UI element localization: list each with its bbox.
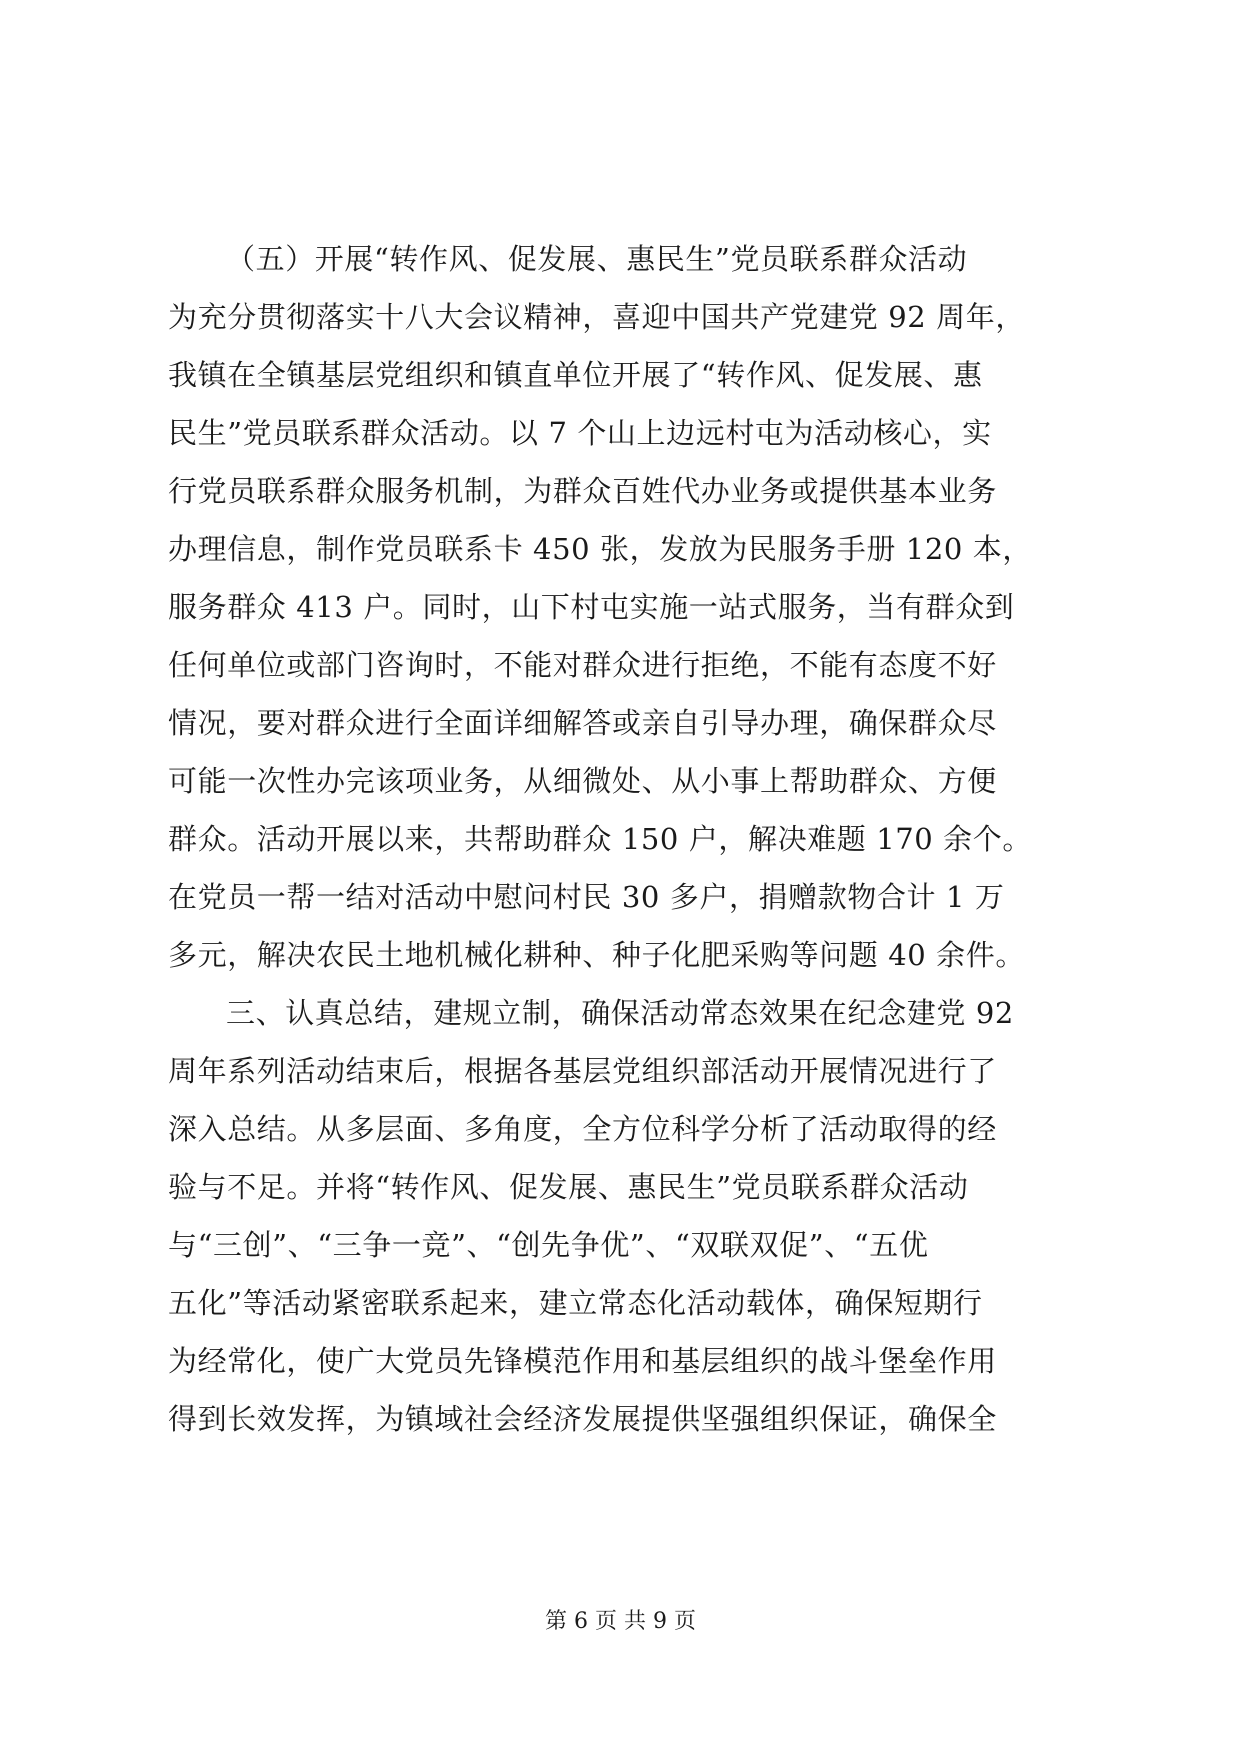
text-line: 三、认真总结，建规立制，确保活动常态效果在纪念建党 92 <box>226 996 1014 1030</box>
text-line: 任何单位或部门咨询时，不能对群众进行拒绝，不能有态度不好 <box>168 648 997 682</box>
page-number: 第 6 页 共 9 页 <box>545 1609 696 1634</box>
body-text <box>168 230 1078 1448</box>
text-line: 可能一次性办完该项业务，从细微处、从小事上帮助群众、方便 <box>168 764 997 798</box>
text-line: 办理信息，制作党员联系卡 450 张，发放为民服务手册 120 本， <box>168 532 1032 566</box>
text-line: 行党员联系群众服务机制，为群众百姓代办业务或提供基本业务 <box>168 474 997 508</box>
text-line: 民生”党员联系群众活动。以 7 个山上边远村屯为活动核心，实 <box>168 416 992 450</box>
page-footer <box>0 1604 1241 1635</box>
text-line: 多元，解决农民土地机械化耕种、种子化肥采购等问题 40 余件。 <box>168 938 1025 972</box>
text-line: 验与不足。并将“转作风、促发展、惠民生”党员联系群众活动 <box>168 1170 969 1204</box>
text-line: 五化”等活动紧密联系起来，建立常态化活动载体，确保短期行 <box>168 1286 983 1320</box>
text-line: 情况，要对群众进行全面详细解答或亲自引导办理，确保群众尽 <box>168 706 997 740</box>
text-line: （五）开展“转作风、促发展、惠民生”党员联系群众活动 <box>226 242 968 276</box>
text-line: 我镇在全镇基层党组织和镇直单位开展了“转作风、促发展、惠 <box>168 358 983 392</box>
text-line: 与“三创”、“三争一竞”、“创先争优”、“双联双促”、“五优 <box>168 1228 929 1262</box>
text-line: 为经常化，使广大党员先锋模范作用和基层组织的战斗堡垒作用 <box>168 1344 997 1378</box>
text-line: 深入总结。从多层面、多角度，全方位科学分析了活动取得的经 <box>168 1112 997 1146</box>
text-line: 群众。活动开展以来，共帮助群众 150 户，解决难题 170 余个。 <box>168 822 1032 856</box>
text-line: 服务群众 413 户。同时，山下村屯实施一站式服务，当有群众到 <box>168 590 1015 624</box>
text-line: 周年系列活动结束后，根据各基层党组织部活动开展情况进行了 <box>168 1054 997 1088</box>
text-line: 得到长效发挥，为镇域社会经济发展提供坚强组织保证，确保全 <box>168 1402 997 1436</box>
text-line: 为充分贯彻落实十八大会议精神，喜迎中国共产党建党 92 周年， <box>168 300 1025 334</box>
text-line: 在党员一帮一结对活动中慰问村民 30 多户，捐赠款物合计 1 万 <box>168 880 1005 914</box>
